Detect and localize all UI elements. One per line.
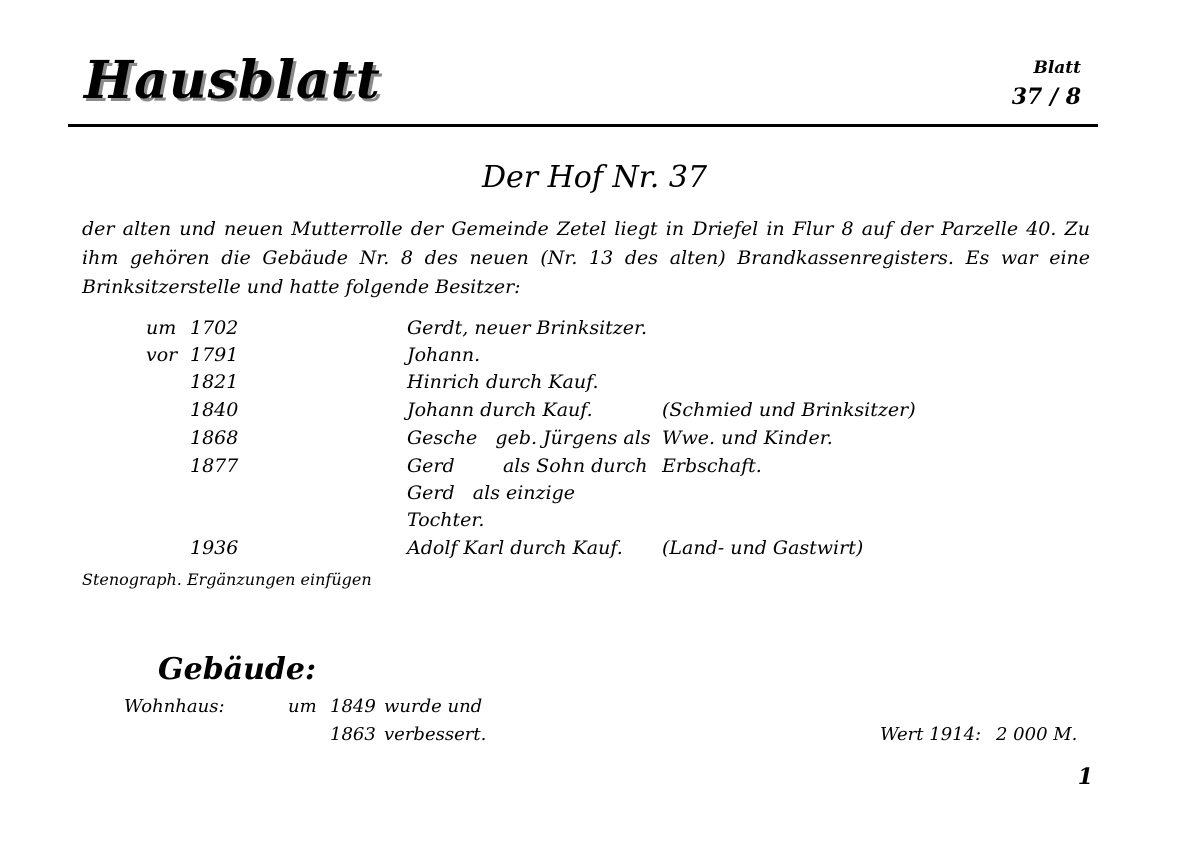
steno-note: Stenograph. Ergänzungen einfügen <box>82 570 372 589</box>
owner-note: (Land- und Gastwirt) <box>662 537 864 559</box>
value-amount: 2 000 M. <box>996 724 1078 745</box>
owner-year: 1702 <box>190 317 239 339</box>
owner-year: 1868 <box>190 427 239 449</box>
building-entry-year: 1849 <box>330 696 376 717</box>
buildings-heading: Gebäude: <box>158 652 317 687</box>
owner-detail: Johann durch Kauf. <box>407 399 593 421</box>
owner-note: (Schmied und Brinksitzer) <box>662 399 916 421</box>
owner-detail: Adolf Karl durch Kauf. <box>407 537 623 559</box>
owner-detail: Gesche geb. Jürgens als <box>407 427 651 449</box>
building-entry-text: verbessert. <box>384 724 487 745</box>
farm-heading: Der Hof Nr. 37 <box>481 160 708 195</box>
owner-prefix: vor <box>146 344 178 366</box>
document-title: Hausblatt <box>84 50 381 111</box>
building-entry-text: wurde und <box>384 696 483 717</box>
owner-detail: Hinrich durch Kauf. <box>407 371 599 393</box>
owner-year: 1877 <box>190 455 239 477</box>
owner-detail: Gerd als einzige <box>407 482 576 504</box>
owner-detail: Gerd als Sohn durch <box>407 455 648 477</box>
page-number: 1 <box>1077 764 1093 790</box>
building-entry-prefix: um <box>288 696 317 717</box>
owner-year: 1791 <box>190 344 239 366</box>
owner-detail: Gerdt, neuer Brinksitzer. <box>407 317 648 339</box>
owner-note: Wwe. und Kinder. <box>662 427 833 449</box>
owner-year: 1821 <box>190 371 239 393</box>
owner-year: 1840 <box>190 399 239 421</box>
owner-detail: Tochter. <box>407 509 485 531</box>
value-label: Wert 1914: <box>880 724 982 745</box>
owner-prefix: um <box>146 317 177 339</box>
building-entry-year: 1863 <box>330 724 376 745</box>
sheet-number: 37 / 8 <box>1011 84 1081 110</box>
sheet-label: Blatt <box>1033 58 1081 78</box>
owner-year: 1936 <box>190 537 239 559</box>
owner-detail: Johann. <box>407 344 481 366</box>
intro-paragraph: der alten und neuen Mutterrolle der Gemeinde Zetel liegt in Driefel in Flur 8 auf der Parzelle 40. Zu ihm gehören die Gebäude Nr. 8 des neuen (Nr. 13 des alten) Brandkassenregisters. Es war eine Brinksitzerstelle und hatte folgende Besitzer: <box>82 218 1090 298</box>
dwelling-label: Wohnhaus: <box>124 696 225 717</box>
owner-note: Erbschaft. <box>662 455 762 477</box>
header-divider <box>68 124 1098 127</box>
